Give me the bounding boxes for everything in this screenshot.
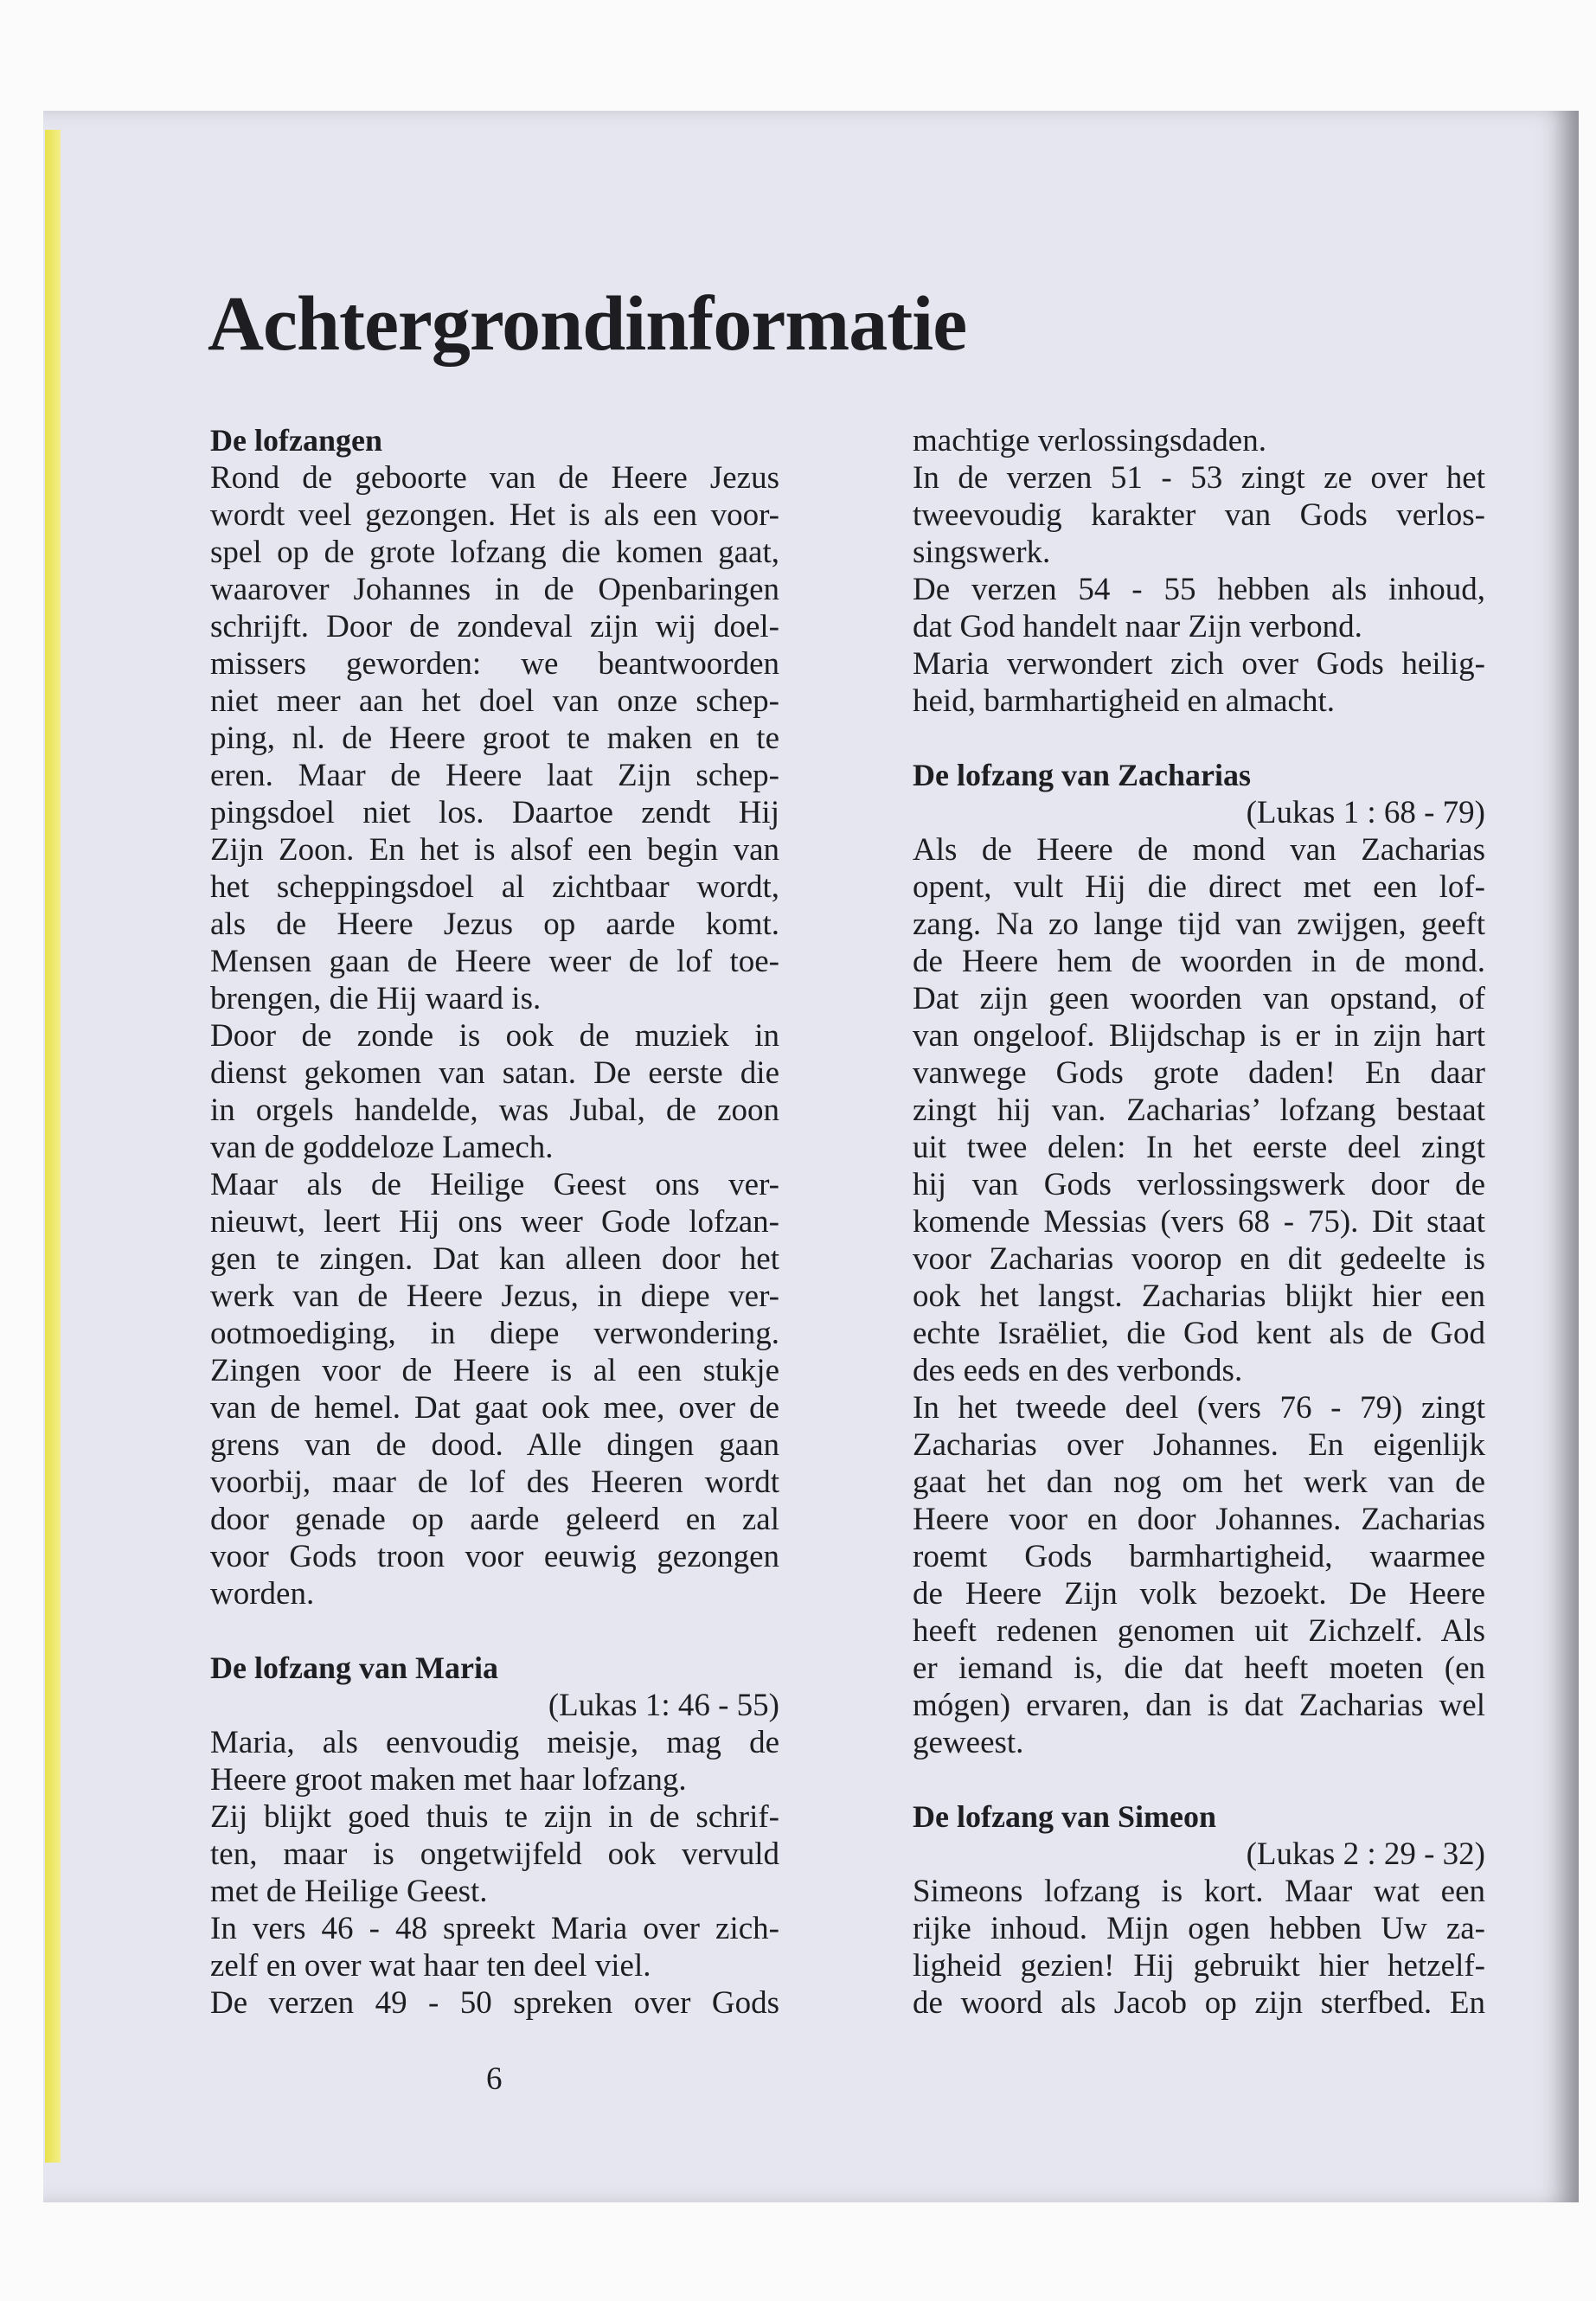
text-line: zang. Na zo lange tijd van zwijgen, geeft [913,907,1485,942]
text-line: opent, vult Hij die direct met een lof- [913,869,1485,905]
text-line: grens van de dood. Alle dingen gaan [210,1427,779,1463]
text-line: uit twee delen: In het eerste deel zingt [913,1130,1485,1165]
text-line: Door de zonde is ook de muziek in [210,1018,779,1054]
text-line: Simeons lofzang is kort. Maar wat een [913,1874,1485,1909]
text-line: echte Israëliet, die God kent als de God [913,1316,1485,1351]
text-line: geweest. [913,1725,1024,1760]
text-line: ligheid gezien! Hij gebruikt hier hetzelf- [913,1948,1485,1984]
text-line: dienst gekomen van satan. De eerste die [210,1055,779,1091]
text-line: worden. [210,1576,315,1612]
text-line: Zacharias over Johannes. En eigenlijk [913,1427,1485,1463]
text-line: ping, nl. de Heere groot te maken en te [210,721,779,756]
text-line: des eeds en des verbonds. [913,1353,1243,1388]
text-line: heid, barmhartigheid en almacht. [913,683,1336,719]
section-heading: De lofzangen [210,423,382,458]
section-heading: De lofzang van Zacharias [913,758,1251,792]
blank-line [913,1761,1485,1798]
text-line: werk van de Heere Jezus, in diepe ver- [210,1279,779,1314]
blank-line [210,1612,779,1650]
text-line: ook het langst. Zacharias blijkt hier een [913,1279,1485,1314]
section-heading: De lofzang van Maria [210,1650,498,1685]
text-line: zingt hij van. Zacharias’ lofzang bestaat [913,1093,1485,1128]
text-line: van de hemel. Dat gaat ook mee, over de [210,1390,779,1426]
text-line: Maar als de Heilige Geest ons ver- [210,1167,779,1202]
text-line: van ongeloof. Blijdschap is er in zijn hart [913,1018,1485,1054]
text-line: Heere groot maken met haar lofzang. [210,1762,687,1798]
text-line: dat God handelt naar Zijn verbond. [913,609,1362,644]
text-line: heeft redenen genomen uit Zichzelf. Als [913,1613,1485,1649]
text-line: spel op de grote lofzang die komen gaat, [210,535,779,570]
text-line: Zingen voor de Heere is al een stukje [210,1353,779,1388]
text-line: vanwege Gods grote daden! En daar [913,1055,1485,1091]
page-number: 6 [486,2061,503,2097]
text-line: komende Messias (vers 68 - 75). Dit staat [913,1204,1485,1240]
text-line: pingsdoel niet los. Daartoe zendt Hij [210,795,779,830]
text-line: tweevoudig karakter van Gods verlos- [913,497,1485,533]
yellow-edge-strip [45,130,61,2163]
section-heading: De lofzang van Simeon [913,1799,1216,1834]
text-line: De verzen 49 - 50 spreken over Gods [210,1985,779,2021]
text-line: Rond de geboorte van de Heere Jezus [210,460,779,496]
text-line: er iemand is, die dat heeft moeten (en [913,1650,1485,1686]
text-line: In het tweede deel (vers 76 - 79) zingt [913,1390,1485,1426]
text-line: in orgels handelde, was Jubal, de zoon [210,1093,779,1128]
text-line: gen te zingen. Dat kan alleen door het [210,1241,779,1277]
text-line: voorbij, maar de lof des Heeren wordt [210,1465,779,1500]
text-line: Als de Heere de mond van Zacharias [913,832,1485,868]
text-line: nieuwt, leert Hij ons weer Gode lofzan- [210,1204,779,1240]
text-line: Maria, als eenvoudig meisje, mag de [210,1725,779,1760]
text-line: In de verzen 51 - 53 zingt ze over het [913,460,1485,496]
text-line: brengen, die Hij waard is. [210,981,542,1016]
text-line: eren. Maar de Heere laat Zijn schep- [210,758,779,793]
blank-line [913,720,1485,757]
bible-reference: (Lukas 2 : 29 - 32) [1246,1836,1485,1872]
text-line: rijke inhoud. Mijn ogen hebben Uw za- [913,1911,1485,1946]
text-line: De verzen 54 - 55 hebben als inhoud, [913,572,1485,607]
text-line: als de Heere Jezus op aarde komt. [210,907,779,942]
text-line: de Heere Zijn volk bezoekt. De Heere [913,1576,1485,1612]
text-line: de Heere hem de woorden in de mond. [913,944,1485,979]
text-line: In vers 46 - 48 spreekt Maria over zich- [210,1911,779,1946]
text-line: machtige verlossingsdaden. [913,423,1266,458]
text-line: missers geworden: we beantwoorden [210,646,779,682]
text-line: voor Gods troon voor eeuwig gezongen [210,1539,779,1574]
text-line: Maria verwondert zich over Gods heilig- [913,646,1485,682]
text-line: schrijft. Door de zondeval zijn wij doel- [210,609,779,644]
text-line: mógen) ervaren, dan is dat Zacharias wel [913,1688,1485,1723]
text-line: van de goddeloze Lamech. [210,1130,554,1165]
text-line: het scheppingsdoel al zichtbaar wordt, [210,869,779,905]
text-line: Zijn Zoon. En het is alsof een begin van [210,832,779,868]
bible-reference: (Lukas 1 : 68 - 79) [1246,795,1485,830]
text-line: door genade op aarde geleerd en zal [210,1502,779,1537]
text-line: de woord als Jacob op zijn sterfbed. En [913,1985,1485,2021]
bible-reference: (Lukas 1: 46 - 55) [548,1688,779,1723]
text-line: waarover Johannes in de Openbaringen [210,572,779,607]
page-title: Achtergrondinformatie [208,281,967,367]
text-line: Zij blijkt goed thuis te zijn in de schrif- [210,1799,779,1835]
text-line: ootmoediging, in diepe verwondering. [210,1316,779,1351]
text-line: niet meer aan het doel van onze schep- [210,683,779,719]
text-line: gaat het dan nog om het werk van de [913,1465,1485,1500]
text-line: zelf en over wat haar ten deel viel. [210,1948,651,1984]
text-line: voor Zacharias voorop en dit gedeelte is [913,1241,1485,1277]
text-line: met de Heilige Geest. [210,1874,488,1909]
text-line: Mensen gaan de Heere weer de lof toe- [210,944,779,979]
text-line: Dat zijn geen woorden van opstand, of [913,981,1485,1016]
text-line: Heere voor en door Johannes. Zacharias [913,1502,1485,1537]
text-line: singswerk. [913,535,1051,570]
text-line: hij van Gods verlossingswerk door de [913,1167,1485,1202]
text-line: ten, maar is ongetwijfeld ook vervuld [210,1836,779,1872]
text-line: wordt veel gezongen. Het is als een voor- [210,497,779,533]
text-line: roemt Gods barmhartigheid, waarmee [913,1539,1485,1574]
